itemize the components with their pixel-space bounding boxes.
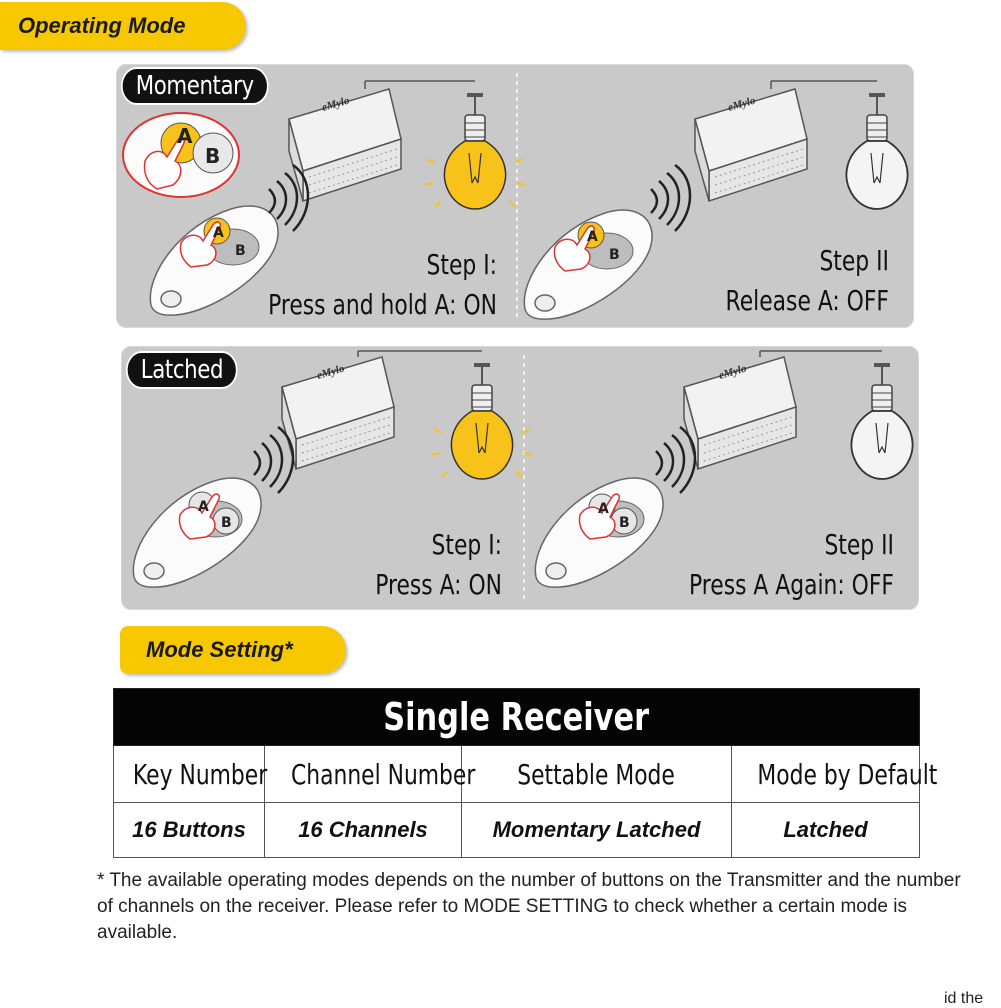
momentary-badge: Momentary <box>121 67 268 105</box>
button-a-label: A <box>213 225 224 241</box>
latched-badge: Latched <box>126 351 238 389</box>
button-a-label: A <box>177 124 193 148</box>
latched-panel <box>121 346 919 610</box>
table-row <box>114 803 920 858</box>
button-a-label: A <box>198 499 209 515</box>
mode-setting-tab: Mode Setting* <box>120 626 346 674</box>
bulb-on-icon <box>425 93 525 209</box>
brand-label: eMylo <box>320 94 351 114</box>
brand-label: eMylo <box>315 362 346 382</box>
cell-key-number: 16 Buttons <box>114 803 265 858</box>
bulb-on-icon <box>432 363 532 479</box>
cut-off-text: id the <box>944 990 984 1007</box>
header-key-number: Key Number <box>114 746 265 803</box>
button-a-label: A <box>598 501 609 517</box>
button-b-label: B <box>235 243 246 259</box>
button-b-label: B <box>619 515 630 531</box>
cell-channel-number: 16 Channels <box>265 803 462 858</box>
brand-label: eMylo <box>717 362 748 382</box>
step-title: Step II <box>819 244 889 277</box>
step-title: Step II <box>824 528 894 561</box>
header-mode-default: Mode by Default <box>732 746 920 803</box>
brand-label: eMylo <box>726 94 757 114</box>
operating-mode-tab: Operating Mode <box>0 2 246 50</box>
momentary-step1 <box>216 245 497 325</box>
step-action: Release A: OFF <box>725 284 889 317</box>
header-channel-number: Channel Number <box>265 746 462 803</box>
header-settable-mode: Settable Mode <box>462 746 732 803</box>
momentary-panel <box>116 64 914 328</box>
step-action: Press A Again: OFF <box>688 568 894 601</box>
cell-mode-default: Latched <box>732 803 920 858</box>
button-b-label: B <box>609 247 620 263</box>
latched-step2 <box>613 525 894 605</box>
button-b-label: B <box>205 144 221 168</box>
latched-step1 <box>221 525 502 605</box>
bulb-off-icon <box>846 93 907 209</box>
step-action: Press and hold A: ON <box>268 288 497 321</box>
footnote: * The available operating modes depends on the number of buttons on the Transmitter and the number of channels on the receiver. Please refer to MODE SETTING to check whether a certain mode is available. <box>97 870 961 943</box>
table-header-row <box>114 746 920 803</box>
bulb-off-icon <box>851 363 912 479</box>
table-title: Single Receiver <box>114 689 920 746</box>
step-action: Press A: ON <box>375 568 502 601</box>
momentary-step2 <box>608 241 889 321</box>
button-b-label: B <box>221 515 232 531</box>
signal-waves-icon <box>254 427 293 493</box>
cell-settable-mode: Momentary Latched <box>462 803 732 858</box>
signal-waves-icon <box>651 165 690 231</box>
button-a-label: A <box>587 229 598 245</box>
step-title: Step I: <box>431 528 502 561</box>
step-title: Step I: <box>426 248 497 281</box>
signal-waves-icon <box>656 427 695 493</box>
mode-table <box>113 688 938 858</box>
